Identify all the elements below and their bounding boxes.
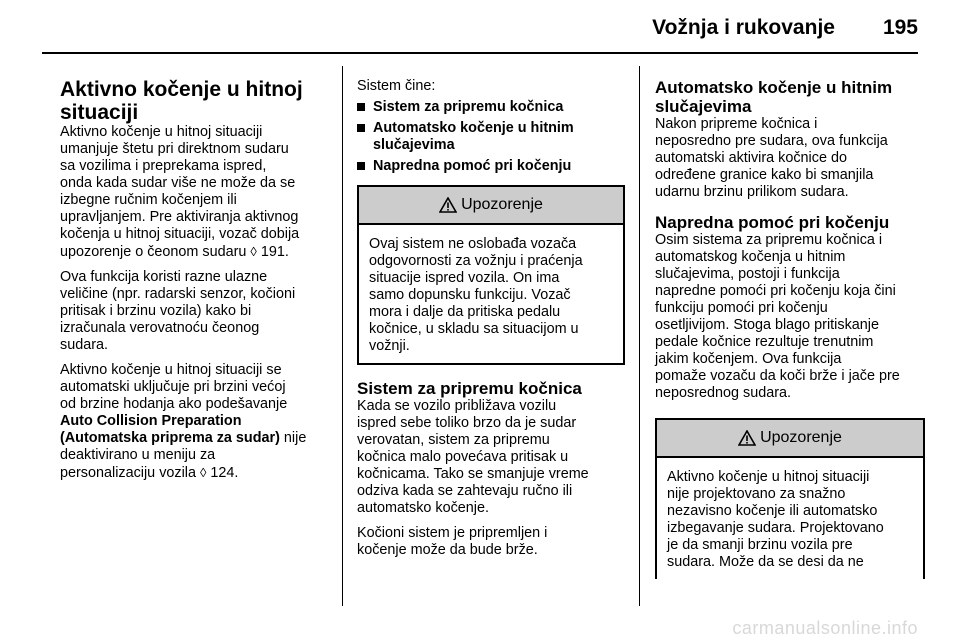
header-title: Vožnja i rukovanje — [652, 16, 835, 39]
paragraph: Kada se vozilo približava vozilu ispred sebe toliko brzo da je sudar verovatan, sistem za pripremu kočnica malo povećava pritisak u kočnicama. Tako se smanjuje vreme odziva kada se zahtevaju ručno ili automatsko kočenje. — [357, 398, 589, 516]
bullet-square-icon — [357, 103, 365, 111]
warning-triangle-icon — [439, 197, 457, 213]
column-1 — [60, 70, 330, 490]
setting-name: Auto Collision Preparation (Automatska priprema za sudar) — [60, 413, 280, 446]
paragraph: Ova funkcija koristi razne ulazne veličine (npr. radarski senzor, kočioni pritisak i brzinu vozila) kako bi izračunala verovatnoću čeonog sudara. — [60, 269, 296, 353]
paragraph — [60, 124, 330, 261]
section-heading: Automatsko kočenje u hitnim slučajevima — [655, 78, 893, 116]
warning-text: Aktivno kočenje u hitnoj situaciji nije projektovano za snažno nezavisno kočenje ili automatsko izbegavanje sudara. Projektovano je da smanji brzinu vozila pre sudara. Može da se desi da ne — [667, 469, 884, 570]
list-item-text: Napredna pomoć pri kočenju — [373, 158, 572, 174]
warning-title: Upozorenje — [760, 429, 842, 446]
bullet-square-icon — [357, 124, 365, 132]
list-item-text: Sistem za pripremu kočnica — [373, 99, 564, 115]
page-number: 195 — [882, 16, 918, 39]
text: Aktivno kočenje u hitnoj situaciji se automatski uključuje pri brzini većoj od brzine hodanja ako podešavanje — [60, 362, 288, 412]
text: Aktivno kočenje u hitnoj situaciji umanjuje štetu pri direktnom sudaru sa vozilima i preprekama ispred, onda kada sudar više ne može da se izbegne ručnim kočenjem ili upravljanjem. Pre aktiviranja aktivnog kočenja u hitnoj situaciji, vozač dobija upozorenje o čeonom sudaru — [60, 124, 300, 260]
section-heading: Aktivno kočenje u hitnoj situaciji — [60, 78, 303, 124]
warning-box — [655, 418, 925, 579]
list-item — [357, 158, 625, 175]
header-rule — [42, 52, 918, 54]
page-reference[interactable]: 124. — [206, 465, 239, 481]
paragraph: Kočioni sistem je pripremljen i kočenje može da bude brže. — [357, 525, 548, 558]
warning-text: Ovaj sistem ne oslobađa vozača odgovornosti za vožnju i praćenja situacije ispred vozila. On ima samo dopunsku funkciju. Vozač mora i dalje da pritiska pedalu kočnice, u skladu sa situacijom u vožnji. — [369, 236, 583, 354]
paragraph — [60, 362, 330, 482]
list-intro: Sistem čine: — [357, 78, 436, 94]
page-header — [652, 16, 918, 40]
warning-title: Upozorenje — [461, 196, 543, 213]
section-heading: Sistem za pripremu kočnica — [357, 379, 582, 398]
warning-box — [357, 185, 625, 365]
paragraph: Osim sistema za pripremu kočnica i automatskog kočenja u hitnim slučajevima, postoji i funkcija napredne pomoći pri kočenju koja čini funkciju pomoći pri kočenju osetljivijom. Stoga blago pritiskanje pedale kočnice rezultuje trenutnim jakim kočenjem. Ova funkcija pomaže vozaču da koči brže i jače pre neposrednog sudara. — [655, 232, 900, 401]
system-components-list — [357, 99, 625, 175]
warning-header — [359, 187, 623, 225]
column-3 — [655, 78, 925, 589]
reference-arrow-icon: ◊ — [199, 465, 207, 480]
text: nije deaktivirano u meniju za personalizaciju vozila — [60, 430, 307, 481]
column-divider-right — [639, 66, 640, 606]
column-2 — [357, 78, 625, 567]
reference-arrow-icon: ◊ — [250, 244, 257, 259]
list-item-text: Automatsko kočenje u hitnim slučajevima — [373, 120, 574, 153]
warning-triangle-icon — [738, 430, 756, 446]
column-divider-left — [342, 66, 343, 606]
bullet-square-icon — [357, 162, 365, 170]
list-item — [357, 120, 625, 154]
watermark: carmanualsonline.info — [732, 618, 918, 638]
paragraph: Nakon pripreme kočnica i neposredno pre sudara, ova funkcija automatski aktivira kočnice do određene granice kako bi smanjila udarnu brzinu prilikom sudara. — [655, 116, 888, 200]
section-heading: Napredna pomoć pri kočenju — [655, 213, 890, 232]
list-item — [357, 99, 625, 116]
warning-header — [657, 420, 923, 458]
page-reference[interactable]: 191. — [256, 244, 289, 260]
